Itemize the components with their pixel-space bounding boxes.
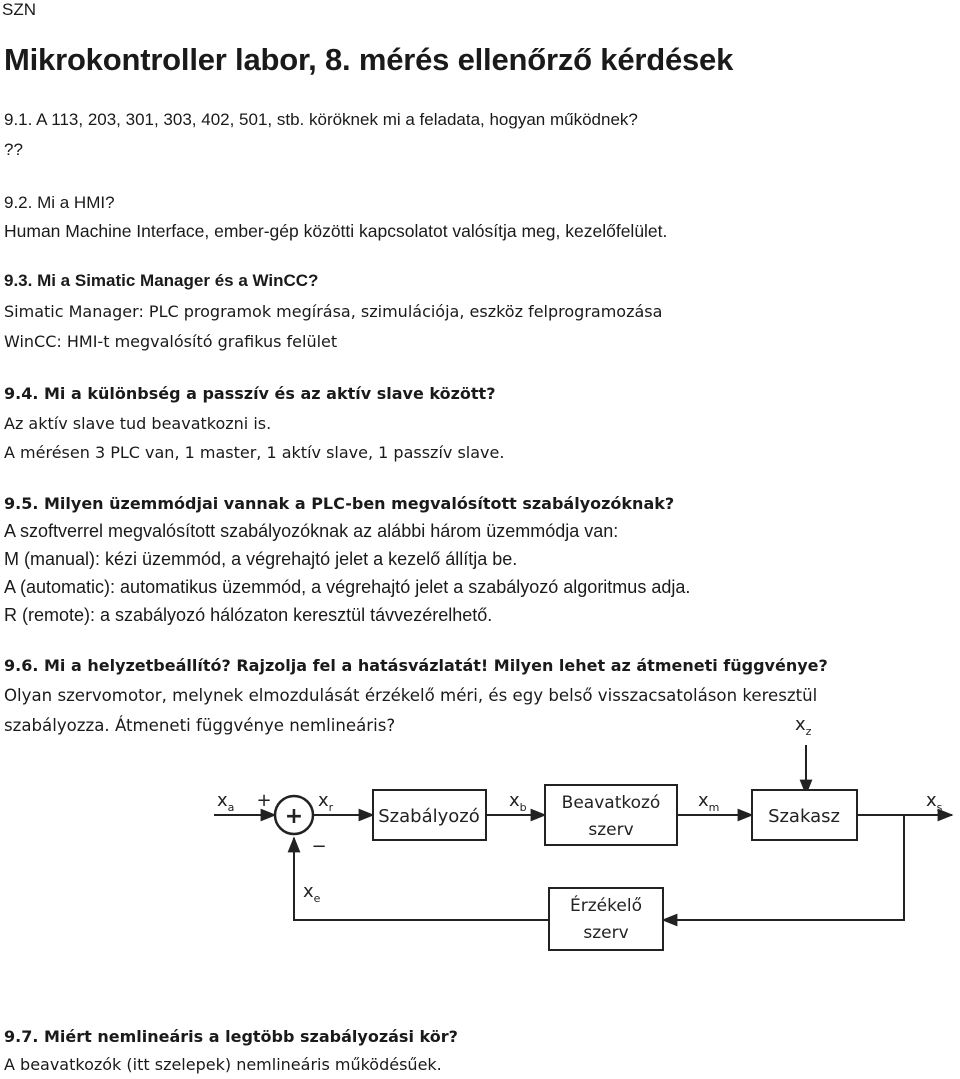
mode-remote: [4, 605, 492, 626]
answer-9-3-line-1: Simatic Manager: PLC programok megírása, szimulációja, eszköz felprogramozása: [4, 302, 663, 321]
answer-9-4-line-2: A mérésen 3 PLC van, 1 master, 1 aktív slave, 1 passzív slave.: [4, 443, 505, 462]
signal-label-xr: [318, 790, 334, 814]
actuator-label-1: Beavatkozó: [561, 793, 661, 813]
signal-label-xb: [509, 790, 527, 814]
answer-9-3-line-2: WinCC: HMI-t megvalósító grafikus felület: [4, 332, 338, 351]
page-header: SZN: [2, 0, 36, 19]
answer-9-2: Human Machine Interface, ember-gép közötti kapcsolatot valósítja meg, kezelőfelület.: [4, 221, 668, 241]
signal-xm-sub: m: [708, 801, 720, 814]
question-9-4: 9.4. Mi a különbség a passzív és az aktív slave között?: [4, 384, 496, 403]
question-9-5: 9.5. Milyen üzemmódjai vannak a PLC-ben megvalósított szabályozóknak?: [4, 494, 675, 513]
question-9-7: 9.7. Miért nemlineáris a legtöbb szabályozási kör?: [4, 1027, 458, 1046]
signal-xb-base: x: [509, 790, 520, 811]
mode-text: (manual): kézi üzemmód, a végrehajtó jelet a kezelő állítja be.: [19, 549, 518, 569]
signal-xa-sub: a: [227, 801, 235, 814]
signal-label-xs: [926, 790, 943, 814]
answer-9-6-line-2: szabályozza. Átmeneti függvénye nemlineáris?: [4, 716, 396, 735]
signal-xs-sub: s: [936, 801, 943, 814]
summing-symbol: +: [284, 804, 304, 829]
question-9-2: 9.2. Mi a HMI?: [4, 193, 115, 212]
sensor-label-1: Érzékelő: [570, 896, 642, 916]
signal-xa-base: x: [217, 790, 228, 811]
signal-line-xe: [294, 838, 549, 920]
controller-label: Szabályozó: [378, 806, 480, 827]
signal-xz-base: x: [795, 714, 806, 735]
question-9-1: 9.1. A 113, 203, 301, 303, 402, 501, stb. köröknek mi a feladata, hogyan működnek?: [4, 110, 638, 129]
signal-xr-base: x: [318, 790, 329, 811]
signal-label-xe: [303, 881, 321, 905]
answer-9-7: A beavatkozók (itt szelepek) nemlineáris működésűek.: [4, 1055, 442, 1074]
answer-9-5-intro: A szoftverrel megvalósított szabályozóknak az alábbi három üzemmódja van:: [4, 521, 619, 541]
plant-label: Szakasz: [768, 806, 840, 827]
signal-xe-base: x: [303, 881, 314, 902]
mode-text: (remote): a szabályozó hálózaton keresztül távvezérelhető.: [17, 605, 493, 625]
question-9-6: 9.6. Mi a helyzetbeállító? Rajzolja fel a hatásvázlatát! Milyen lehet az átmeneti függvénye?: [4, 656, 828, 675]
servo-block-diagram: [0, 700, 960, 1020]
signal-xs-base: x: [926, 790, 937, 811]
actuator-label-2: szerv: [588, 820, 634, 840]
mode-key: R: [4, 605, 17, 625]
signal-xe-sub: e: [313, 892, 321, 905]
signal-xm-base: x: [698, 790, 709, 811]
mode-text: (automatic): automatikus üzemmód, a végrehajtó jelet a szabályozó algoritmus adja.: [15, 577, 691, 597]
mode-automatic: [4, 577, 690, 598]
signal-xr-sub: r: [328, 801, 334, 814]
signal-xz-sub: z: [805, 725, 812, 738]
signal-label-xz: [795, 714, 812, 738]
question-9-3: 9.3. Mi a Simatic Manager és a WinCC?: [4, 271, 319, 290]
plus-sign: +: [256, 790, 272, 811]
signal-label-xm: [698, 790, 719, 814]
page-title: Mikrokontroller labor, 8. mérés ellenőrző kérdések: [4, 42, 734, 77]
signal-label-xa: [217, 790, 234, 814]
mode-key: A: [4, 577, 16, 597]
signal-xb-sub: b: [519, 801, 527, 814]
mode-key: M: [4, 549, 19, 569]
sensor-label-2: szerv: [583, 923, 629, 943]
mode-manual: [4, 549, 517, 570]
answer-9-4-line-1: Az aktív slave tud beavatkozni is.: [4, 414, 272, 433]
answer-9-6-line-1: Olyan szervomotor, melynek elmozdulását érzékelő méri, és egy belső visszacsatoláson keresztül: [4, 686, 818, 705]
minus-sign: −: [311, 836, 327, 857]
answer-9-1: ??: [4, 140, 23, 159]
